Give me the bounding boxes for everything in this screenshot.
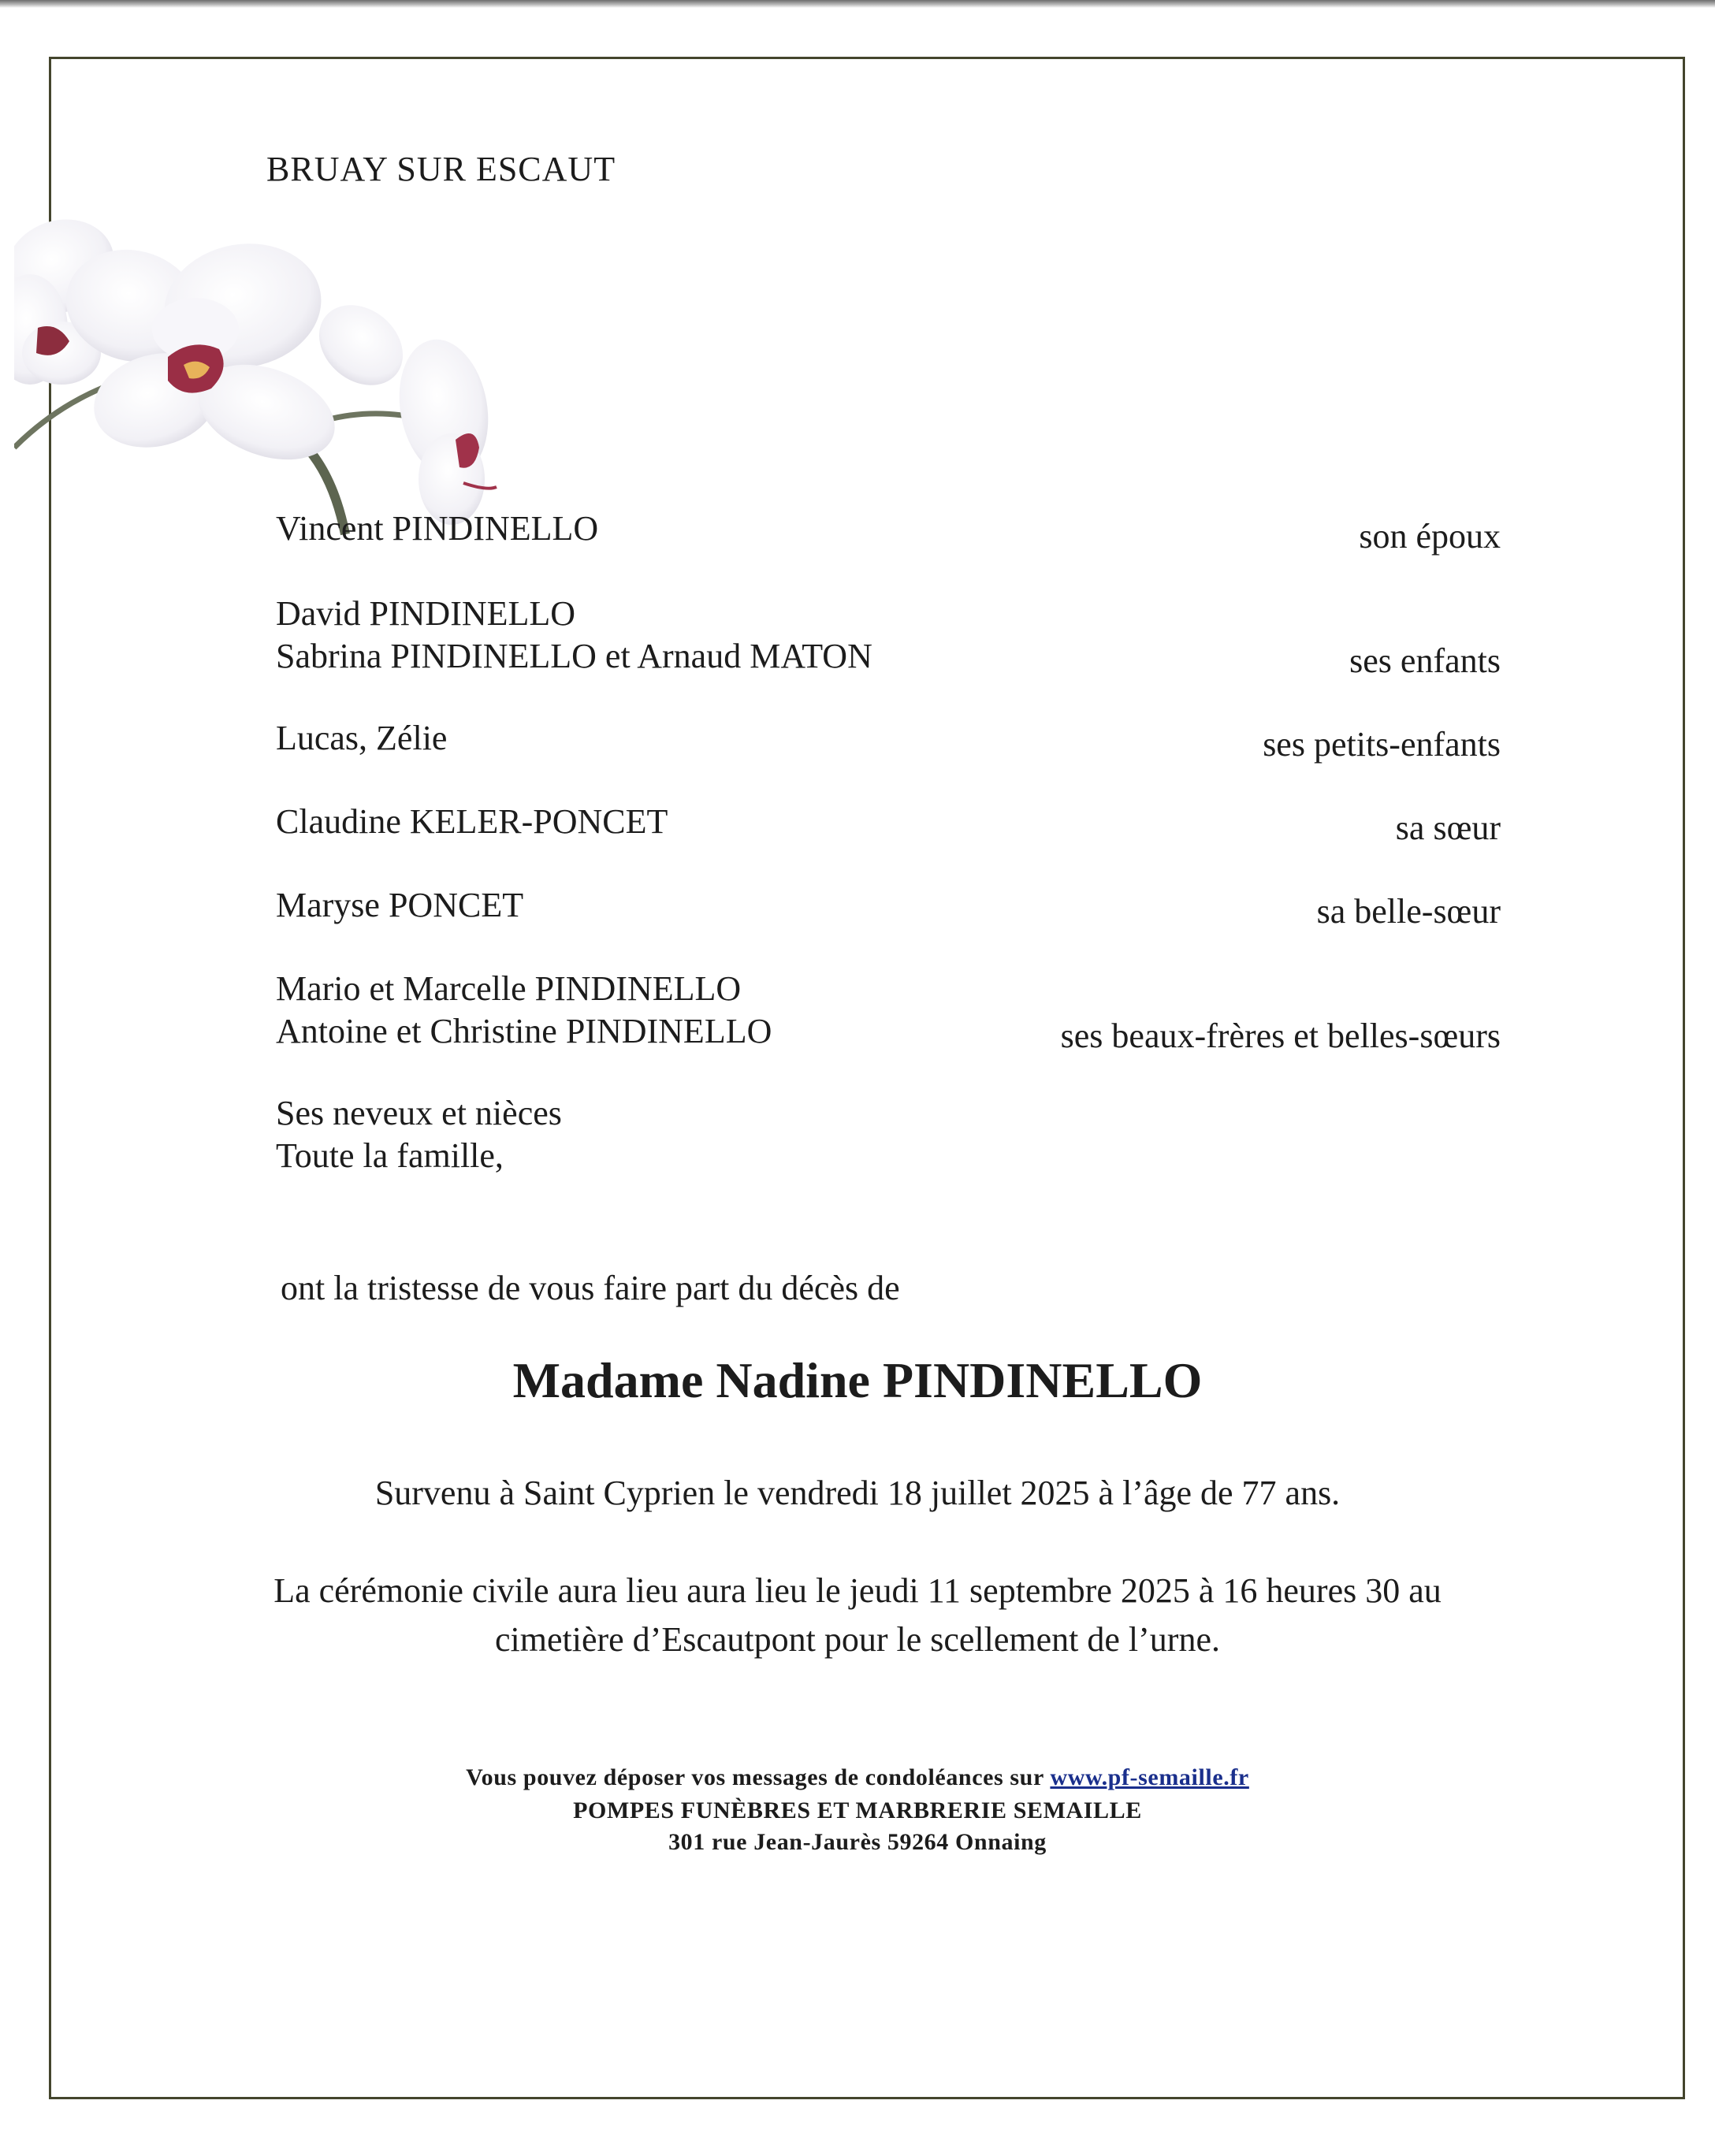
death-details: Survenu à Saint Cyprien le vendredi 18 juillet 2025 à l’âge de 77 ans. bbox=[374, 1474, 1341, 1512]
family-relation: ses petits-enfants bbox=[1263, 725, 1501, 764]
family-name: David PINDINELLO bbox=[276, 594, 576, 633]
condolences-line bbox=[0, 1762, 1715, 1794]
condolences-text: Vous pouvez déposer vos messages de condoléances sur bbox=[466, 1764, 1051, 1790]
website-link[interactable]: www.pf-semaille.fr bbox=[1050, 1764, 1249, 1790]
family-name: Lucas, Zélie bbox=[276, 719, 448, 757]
family-relation: ses beaux-frères et belles-sœurs bbox=[1060, 1017, 1501, 1055]
scan-edge bbox=[0, 0, 1715, 8]
company-address: 301 rue Jean-Jaurès 59264 Onnaing bbox=[668, 1829, 1047, 1855]
ceremony-line: cimetière d’Escautpont pour le scellement de l’urne. bbox=[495, 1620, 1220, 1659]
family-name: Claudine KELER-PONCET bbox=[276, 802, 668, 841]
announcement-text: ont la tristesse de vous faire part du décès de bbox=[281, 1269, 900, 1307]
family-name: Sabrina PINDINELLO et Arnaud MATON bbox=[276, 637, 872, 675]
family-relation: sa belle-sœur bbox=[1316, 892, 1501, 931]
family-name: Toute la famille, bbox=[276, 1136, 504, 1175]
family-relation: sa sœur bbox=[1395, 808, 1501, 847]
family-name: Ses neveux et nièces bbox=[276, 1094, 562, 1132]
ceremony-line: La cérémonie civile aura lieu aura lieu le jeudi 11 septembre 2025 à 16 heures 30 au bbox=[273, 1571, 1442, 1610]
family-relation: ses enfants bbox=[1349, 641, 1501, 680]
deceased-name: Madame Nadine PINDINELLO bbox=[512, 1352, 1203, 1408]
family-name: Maryse PONCET bbox=[276, 886, 524, 924]
city-heading: BRUAY SUR ESCAUT bbox=[266, 150, 616, 188]
family-name: Vincent PINDINELLO bbox=[276, 509, 599, 548]
orchid-flower-icon bbox=[14, 211, 504, 542]
company-name: POMPES FUNÈBRES ET MARBRERIE SEMAILLE bbox=[573, 1797, 1142, 1823]
family-name: Antoine et Christine PINDINELLO bbox=[276, 1012, 772, 1050]
family-relation: son époux bbox=[1359, 517, 1501, 556]
family-name: Mario et Marcelle PINDINELLO bbox=[276, 969, 742, 1008]
